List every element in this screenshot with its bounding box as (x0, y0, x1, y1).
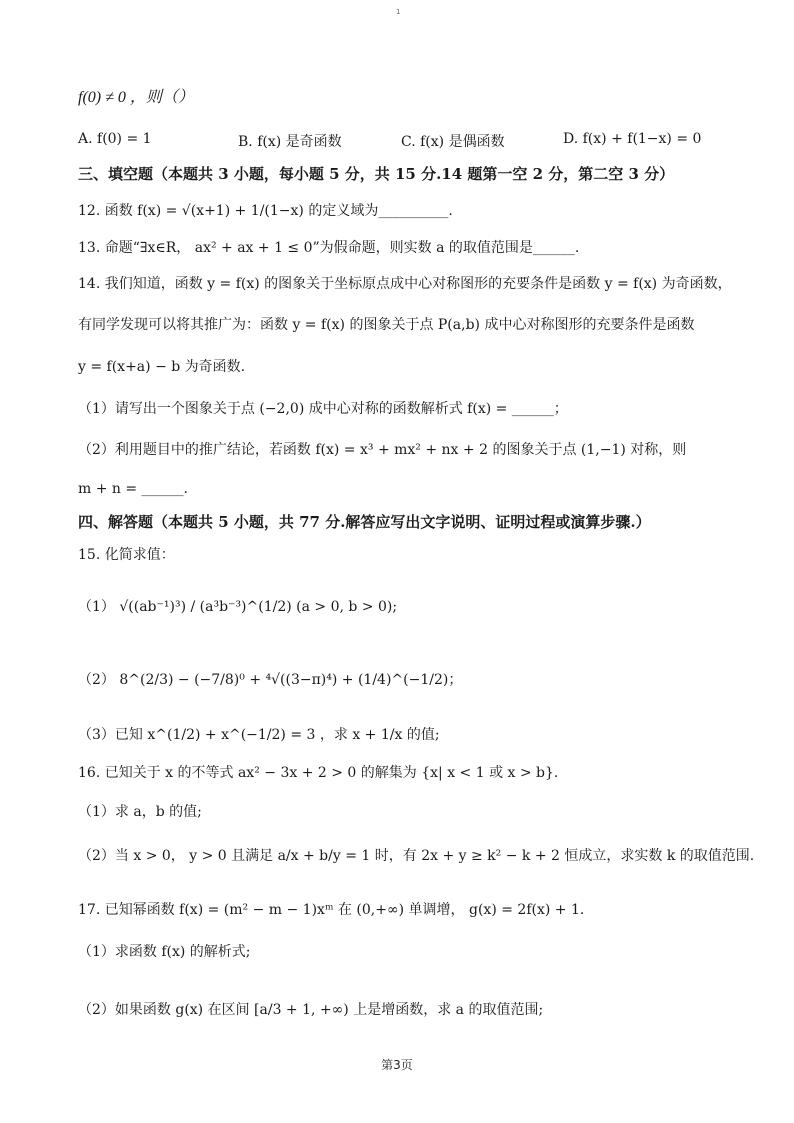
question-13: 13. 命题“∃x∈R， ax² + ax + 1 ≤ 0”为假命题，则实数 a 的取值范围是______. (78, 240, 580, 256)
question-17-part-2: （2）如果函数 g(x) 在区间 [a/3 + 1, +∞) 上是增函数，求 a 的取值范围; (78, 1002, 544, 1018)
question-14-line-3: y = f(x+a) − b 为奇函数. (78, 359, 246, 375)
question-14-part-2-answer: m + n = ______. (78, 481, 189, 497)
q11-option-a: A. f(0) = 1 (78, 131, 152, 147)
question-14-part-1: （1）请写出一个图象关于点 (−2,0) 成中心对称的函数解析式 f(x) = ______； (78, 401, 568, 417)
q11-option-b: B. f(x) 是奇函数 (238, 134, 342, 150)
question-14-part-2: （2）利用题目中的推广结论，若函数 f(x) = x³ + mx² + nx + 2 的图象关于点 (1,−1) 对称，则 (78, 442, 687, 458)
question-15-part-3: （3）已知 x^(1/2) + x^(−1/2) = 3 ，求 x + 1/x 的值; (78, 727, 440, 743)
q11-option-d: D. f(x) + f(1−x) = 0 (563, 131, 702, 147)
q11-option-c: C. f(x) 是偶函数 (401, 134, 505, 150)
question-17: 17. 已知幂函数 f(x) = (m² − m − 1)xᵐ 在 (0,+∞) 单调增， g(x) = 2f(x) + 1. (78, 902, 585, 918)
question-15-part-2: （2） 8^(2/3) − (−7/8)⁰ + ⁴√((3−π)⁴) + (1/4)^(−1/2)； (78, 672, 463, 688)
page-number: 第3页 (381, 1058, 413, 1072)
q11-stem-end: f(0) ≠ 0 ，则（） (78, 89, 194, 106)
section-3-heading: 三、填空题（本题共 3 小题，每小题 5 分，共 15 分.14 题第一空 2 分，第二空 3 分） (78, 165, 675, 183)
question-15-part-1: （1） √((ab⁻¹)³) / (a³b⁻³)^(1/2) (a > 0, b > 0); (78, 599, 398, 615)
section-4-heading: 四、解答题（本题共 5 小题，共 77 分.解答应写出文字说明、证明过程或演算步骤.） (78, 513, 651, 531)
question-14-line-1: 14. 我们知道，函数 y = f(x) 的图象关于坐标原点成中心对称图形的充要条件是函数 y = f(x) 为奇函数， (78, 276, 732, 292)
question-14-line-2: 有同学发现可以将其推广为：函数 y = f(x) 的图象关于点 P(a,b) 成中心对称图形的充要条件是函数 (78, 317, 695, 333)
question-16-part-2: （2）当 x > 0， y > 0 且满足 a/x + b/y = 1 时，有 2x + y ≥ k² − k + 2 恒成立，求实数 k 的取值范围. (78, 848, 755, 864)
question-12: 12. 函数 f(x) = √(x+1) + 1/(1−x) 的定义域为__________. (78, 203, 453, 219)
question-16-part-1: （1）求 a，b 的值; (78, 804, 202, 820)
question-17-part-1: （1）求函数 f(x) 的解析式; (78, 944, 251, 960)
question-16: 16. 已知关于 x 的不等式 ax² − 3x + 2 > 0 的解集为 {x| x < 1 或 x > b}. (78, 765, 559, 781)
question-15: 15. 化简求值： (78, 547, 175, 563)
page-top-mark: 1 (396, 8, 401, 16)
